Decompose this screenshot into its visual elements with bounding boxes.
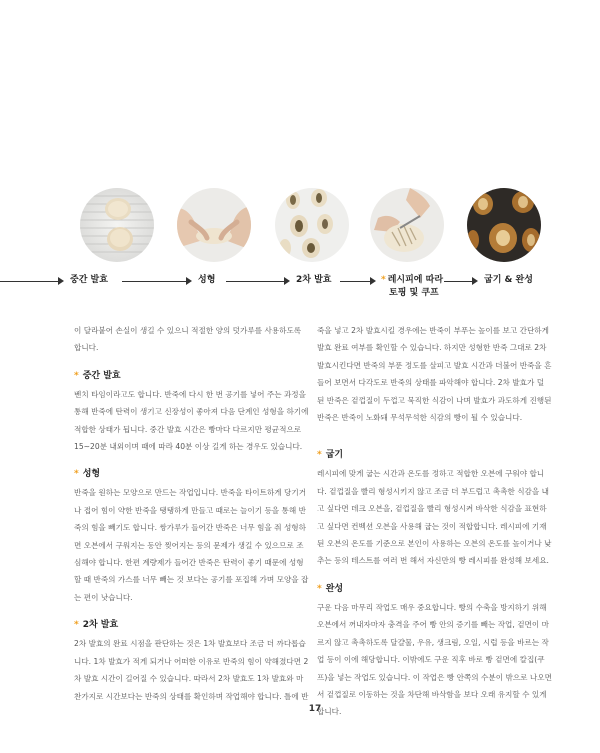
star-icon: * <box>381 275 386 285</box>
photo-shaping <box>177 188 251 262</box>
step-label-intermediate-fermentation: 중간 발효 <box>70 275 108 285</box>
section-heading-text: 굽기 <box>325 450 344 461</box>
step-label-second-fermentation: 2차 발효 <box>296 275 332 285</box>
section-heading-baking <box>317 448 552 463</box>
section-heading-text: 중간 발효 <box>82 370 121 381</box>
section-body-baking: 레시피에 맞게 굽는 시간과 온도를 정하고 적합한 오븐에 구워야 합니다. 겉껍질을 빨리 형성시키지 않고 조금 더 부드럽고 촉촉한 식감을 내고 싶다면 데크 오븐을, 겉껍질을 빨리 형성시켜 바삭한 식감을 표현하고 싶다면 컨벡션 오븐을 사용해 굽는 것이 적합합니다. 레시피에 기재된 오븐의 온도를 기준으로 본인이 사용하는 오븐의 온도를 높이거나 낮추는 등의 테스트를 여러 번 해서 자신만의 빵 레시피를 완성해 보세요. <box>317 469 552 566</box>
flow-arrow-icon <box>284 277 290 285</box>
flow-line <box>0 281 60 282</box>
section-heading-second-fermentation <box>74 618 309 633</box>
photo-intermediate-fermentation <box>80 188 154 262</box>
section-body-intermediate-fermentation: 벤치 타임이라고도 합니다. 반죽에 다시 한 번 공기를 넣어 주는 과정을 통해 반죽에 탄력이 생기고 신장성이 좋아져 다음 단계인 성형을 하기에 적합한 상태가 됩니다. 중간 발효 시간은 빵마다 다르지만 평균적으로 15~20분 내외이며 때에 따라 40분 이상 길게 하는 경우도 있습니다. <box>74 389 309 452</box>
photo-second-fermentation <box>275 188 349 262</box>
step-label-baking-complete: 굽기 & 완성 <box>484 275 533 285</box>
star-icon: * <box>74 370 79 381</box>
section-body-second-fermentation: 2차 발효의 완료 시점을 판단하는 것은 1차 발효보다 조금 더 까다롭습니다. 1차 발효가 적게 되거나 어떠한 이유로 반죽의 힘이 약해졌다면 2차 발효 시간이 길어질 수 있습니다. 따라서 2차 발효도 1차 발효와 마찬가지로 시간보다는 반죽의 상태를 확인하며 작업해야 합니다. 틀에 반 <box>74 639 309 701</box>
flow-arrow-icon <box>472 277 478 285</box>
process-flow <box>0 277 600 307</box>
right-column <box>317 322 552 721</box>
section-heading-text: 완성 <box>325 583 344 594</box>
flow-arrow-icon <box>186 277 192 285</box>
flow-arrow-icon <box>58 277 64 285</box>
flow-line <box>122 281 186 282</box>
section-heading-text: 성형 <box>82 469 101 480</box>
section-heading-finishing <box>317 582 552 597</box>
section-heading-text: 2차 발효 <box>82 620 119 631</box>
left-intro-text: 이 달라붙어 손실이 생길 수 있으니 적절한 양의 덧가루를 사용하도록 합니다. <box>74 326 302 353</box>
flow-line <box>340 281 370 282</box>
photo-baking-complete <box>467 188 541 262</box>
flow-line <box>444 281 472 282</box>
star-icon: * <box>317 450 322 461</box>
left-column <box>74 322 309 705</box>
flow-arrow-icon <box>370 277 376 285</box>
flow-line <box>226 281 284 282</box>
step-label-topping-line2: 토핑 및 쿠프 <box>389 288 439 298</box>
section-heading-shaping <box>74 467 309 482</box>
process-photo-strip <box>0 188 600 268</box>
star-icon: * <box>317 583 322 594</box>
step-label-topping-line1: 레시피에 따라 <box>387 275 444 285</box>
right-intro-text: 죽을 넣고 2차 발효시킬 경우에는 반죽이 부푸는 높이를 보고 간단하게 발효 완료 여부를 확인할 수 있습니다. 하지만 성형한 반죽 그대로 2차 발효시킨다면 반죽의 부푼 정도를 살피고 발효 시간과 더불어 반죽을 흔들어 보면서 다각도로 반죽의 상태를 파악해야 합니다. 2차 발효가 덜 된 반죽은 겉껍질이 두껍고 묵직한 식감이 나며 발효가 과도하게 진행된 반죽은 반죽이 노화돼 무석무석한 식감의 빵이 될 수 있습니다. <box>317 326 552 423</box>
star-icon: * <box>74 620 79 631</box>
section-heading-intermediate-fermentation <box>74 369 309 384</box>
page-number: 17 <box>308 704 322 714</box>
step-label-topping-scoring <box>381 274 443 300</box>
photo-topping-scoring <box>370 188 444 262</box>
section-body-shaping: 반죽을 원하는 모양으로 만드는 작업입니다. 반죽을 타이트하게 당기거나 접어 힘이 약한 반죽을 탱탱하게 만들고 때로는 늘이기 등을 통해 반죽의 힘을 빼기도 합니다. 쌍가루가 들어간 반죽은 너무 힘을 줘 성형하면 오븐에서 구워지는 동안 찢어지는 등의 문제가 생길 수 있으므로 조심해야 합니다. 한편 계량제가 들어간 반죽은 탄력이 좋기 때문에 성형할 때 반죽의 가스를 너무 빼는 것 보다는 공기를 포집해 가며 모양을 잡는 편이 낫습니다. <box>74 488 309 602</box>
step-label-shaping: 성형 <box>198 275 216 285</box>
star-icon: * <box>74 469 79 480</box>
section-body-finishing: 구운 다음 마무리 작업도 매우 중요합니다. 빵의 수축을 방지하기 위해 오븐에서 꺼내자마자 충격을 주어 빵 안의 증기를 빼는 작업, 겉면이 마르지 않고 촉촉하도록 달걀물, 우유, 생크림, 오일, 시럽 등을 바르는 작업 등이 이에 해당합니다. 이밖에도 구운 직후 바로 빵 겉면에 칼집(쿠프)을 넣는 작업도 있습니다. 이 작업은 빵 안쪽의 수분이 밖으로 나오면서 겉껍질로 이동하는 것을 차단해 바삭함을 보다 오래 유지할 수 있게 합니다. <box>317 602 552 717</box>
